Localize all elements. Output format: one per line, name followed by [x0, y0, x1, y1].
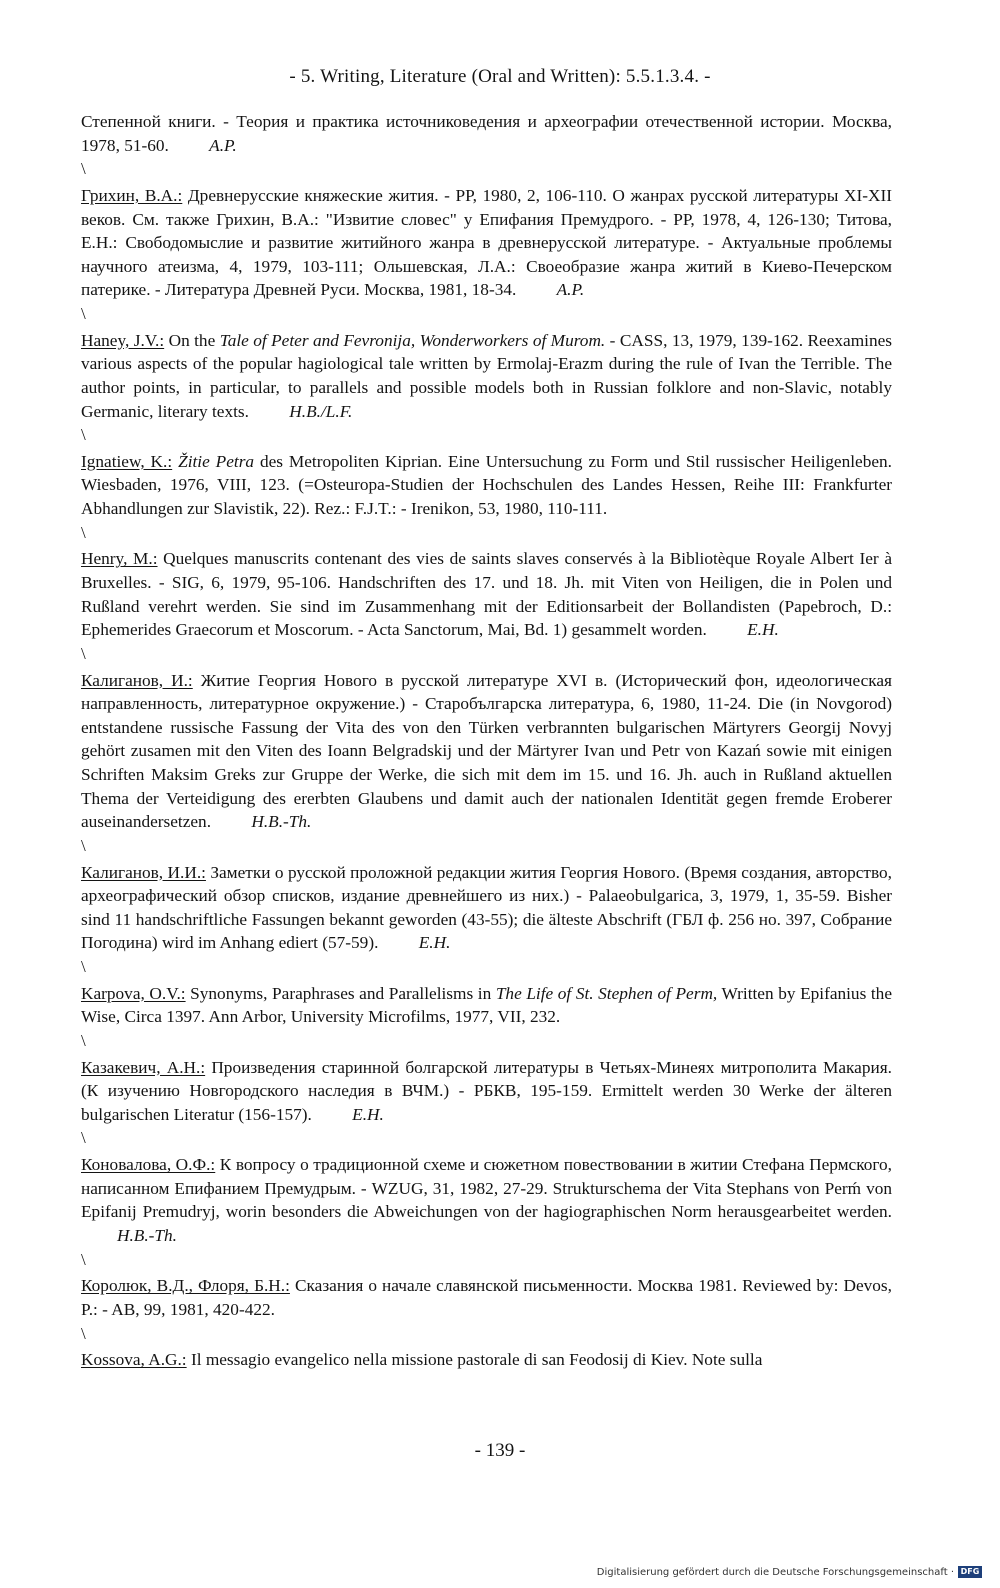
reviewer-initials: E.H.	[418, 933, 451, 953]
entry-separator: \	[81, 1030, 86, 1050]
entry-author: Калиганов, И.:	[81, 670, 193, 690]
bibliography-entry: Калиганов, И.: Житие Георгия Нового в русской литературе XVI в. (Исторический фон, идеологическая направленность, литературное окружение.) - Старобългарска литература, 6, 1980, 11-24. Die (in Novgorod) entstandene russische Fassung der Vita des von den Türken verbrannten bulgarischen Märtyrers Georgij Novyj gehört zusamen mit den Viten des Ioann Belgradskij und der Märtyrer Ivan und Petr von Kazań sowie mit einigen Schriften Maksim Greks zur Gruppe der Werke, die sich mit dem im 15. und 16. Jh. auch in Rußland aktuellen Thema der Verteidigung des ererbten Glaubens und damit auch der nationalen Identität gegen fremde Eroberer auseinandersetzen. H.B.-Th.	[81, 670, 892, 832]
entry-author: Калиганов, И.И.:	[81, 862, 206, 882]
reviewer-initials: H.B.-Th.	[117, 1226, 178, 1245]
reviewer-initials: H.B./L.F.	[289, 401, 353, 421]
bibliography-entry: Грихин, В.А.: Древнерусские княжеские жития. - РР, 1980, 2, 106-110. О жанрах русской литературы XI-XII веков. См. также Грихин, В.А.: "Извитие словес" у Епифания Премудрого. - РР, 1978, 4, 126-130; Титова, Е.Н.: Свободомыслие и развитие житийного жанра в древнерусской литературе. - Актуальные проблемы научного атеизма, 4, 1979, 103-111; Ольшевская, Л.А.: Своеобразие жанра житий в Киево-Печерском патерике. - Литература Древней Руси. Москва, 1981, 18-34. A.P.	[81, 185, 892, 300]
dfg-logo-icon: DFG	[958, 1566, 982, 1578]
entry-separator: \	[81, 159, 86, 179]
entry-separator: \	[81, 1128, 86, 1148]
work-title: Žitie Petra	[178, 451, 255, 471]
entry-separator: \	[81, 643, 86, 663]
bibliography-entry: Ignatiew, K.: Žitie Petra des Metropoliten Kiprian. Eine Untersuchung zu Form und Stil russischer Heiligenleben. Wiesbaden, 1976, VIII, 123. (=Osteuropa-Studien der Hochschulen des Landes Hessen, Reihe III: Frankfurter Abhandlungen zur Slavistik, 22). Rez.: F.J.T.: - Irenikon, 53, 1980, 110-111.	[81, 451, 892, 519]
page-number: - 139 -	[474, 1440, 526, 1461]
entry-separator: \	[81, 1323, 86, 1343]
bibliography-entry: Karpova, O.V.: Synonyms, Paraphrases and Parallelisms in The Life of St. Stephen of Perm, Written by Epifanius the Wise, Circa 1397. Ann Arbor, University Microfilms, 1977, VII, 232.	[81, 983, 892, 1027]
bibliography-entry: Коновалова, О.Ф.: К вопросу о традиционной схеме и сюжетном повествовании в житии Стефана Пермского, написанном Епифанием Премудрым. - WZUG, 31, 1982, 27-29. Strukturschema der Vita Stephans von Perḿ von Epifanij Premudryj, worin besonders die Abweichungen von der hagiographischen Norm herausgearbeitet werden. H.B.-Th.	[81, 1155, 892, 1245]
credit-text: Digitalisierung gefördert durch die Deutsche Forschungsgemeinschaft ·	[596, 1566, 954, 1578]
entry-author: Грихин, В.А.:	[81, 185, 183, 205]
page-header: - 5. Writing, Literature (Oral and Written): 5.5.1.3.4. -	[289, 66, 711, 87]
entry-separator: \	[81, 425, 86, 445]
entry-author: Ignatiew, K.:	[81, 451, 173, 471]
reviewer-initials: E.H.	[747, 620, 779, 640]
bibliography-entry: Kossova, A.G.: Il messagio evangelico nella missione pastorale di san Feodosij di Kiev. Note sulla	[81, 1350, 763, 1370]
entry-author: Haney, J.V.:	[81, 330, 165, 350]
entry-author: Kossova, A.G.:	[81, 1350, 187, 1370]
entry-author: Казакевич, А.Н.:	[81, 1057, 206, 1077]
entry-author: Henry, M.:	[81, 549, 158, 569]
entry-author: Королюк, В.Д., Флоря, Б.Н.:	[81, 1276, 290, 1296]
entry-author: Karpova, O.V.:	[81, 983, 186, 1003]
digitization-credit	[597, 1566, 982, 1578]
reviewer-initials: E.H.	[352, 1104, 384, 1124]
entry-separator: \	[81, 835, 86, 855]
bibliography-entry: Королюк, В.Д., Флоря, Б.Н.: Сказания о начале славянской письменности. Москва 1981. Reviewed by: Devos, P.: - AB, 99, 1981, 420-422.	[81, 1276, 892, 1319]
bibliography-entry: Степенной книги. - Теория и практика источниковедения и археографии отечественной истории. Москва, 1978, 51-60. A.P.	[81, 112, 892, 155]
entry-author: Коновалова, О.Ф.:	[81, 1155, 216, 1175]
reviewer-initials: H.B.-Th.	[251, 812, 312, 832]
bibliography-entry: Haney, J.V.: On the Tale of Peter and Fevronija, Wonderworkers of Murom. - CASS, 13, 1979, 139-162. Reexamines various aspects of the popular hagiological tale written by Ermolaj-Erazm during the rule of Ivan the Terrible. The author points, in particular, to parallels and possible models both in Russian folklore and non-Slavic, notably Germanic, literary texts. H.B./L.F.	[81, 330, 892, 421]
reviewer-initials: A.P.	[209, 135, 237, 155]
bibliography-list	[81, 110, 892, 1372]
bibliography-entry: Henry, M.: Quelques manuscrits contenant des vies de saints slaves conservés à la Bibliotèque Royale Albert Ier à Bruxelles. - SIG, 6, 1979, 95-106. Handschriften des 17. und 18. Jh. mit Viten von Heiligen, die in Polen und Rußland verehrt werden. Sie sind im Zusammenhang mit der Editionsarbeit der Bollandisten (Papebroch, D.: Ephemerides Graecorum et Moscorum. - Acta Sanctorum, Mai, Bd. 1) gesammelt worden. E.H.	[81, 549, 892, 640]
bibliography-entry: Калиганов, И.И.: Заметки о русской проложной редакции жития Георгия Нового. (Время создания, авторство, археографический обзор списков, издание древнейшего из них.) - Palaeobulgarica, 3, 1979, 1, 35-59. Bisher sind 11 handschriftliche Fassungen bekannt geworden (43-55); die älteste Abschrift (ГБЛ ф. 256 но. 397, Собрание Погодина) wird im Anhang ediert (57-59). E.H.	[81, 862, 892, 953]
entry-separator: \	[81, 956, 86, 976]
work-title: The Life of St. Stephen of Perm,	[495, 983, 718, 1003]
reviewer-initials: A.P.	[556, 280, 585, 300]
entry-separator: \	[81, 1249, 86, 1269]
work-title: Tale of Peter and Fevronija, Wonderworkers of Murom.	[219, 330, 606, 350]
entry-separator: \	[81, 522, 86, 542]
entry-separator: \	[81, 303, 86, 323]
bibliography-entry: Казакевич, А.Н.: Произведения старинной болгарской литературы в Четьях-Минеях митрополита Макария. (К изучению Новгородского наследия в ВЧМ.) - РБКВ, 195-159. Ermittelt werden 30 Werke der älteren bulgarischen Literatur (156-157). E.H.	[81, 1057, 892, 1124]
